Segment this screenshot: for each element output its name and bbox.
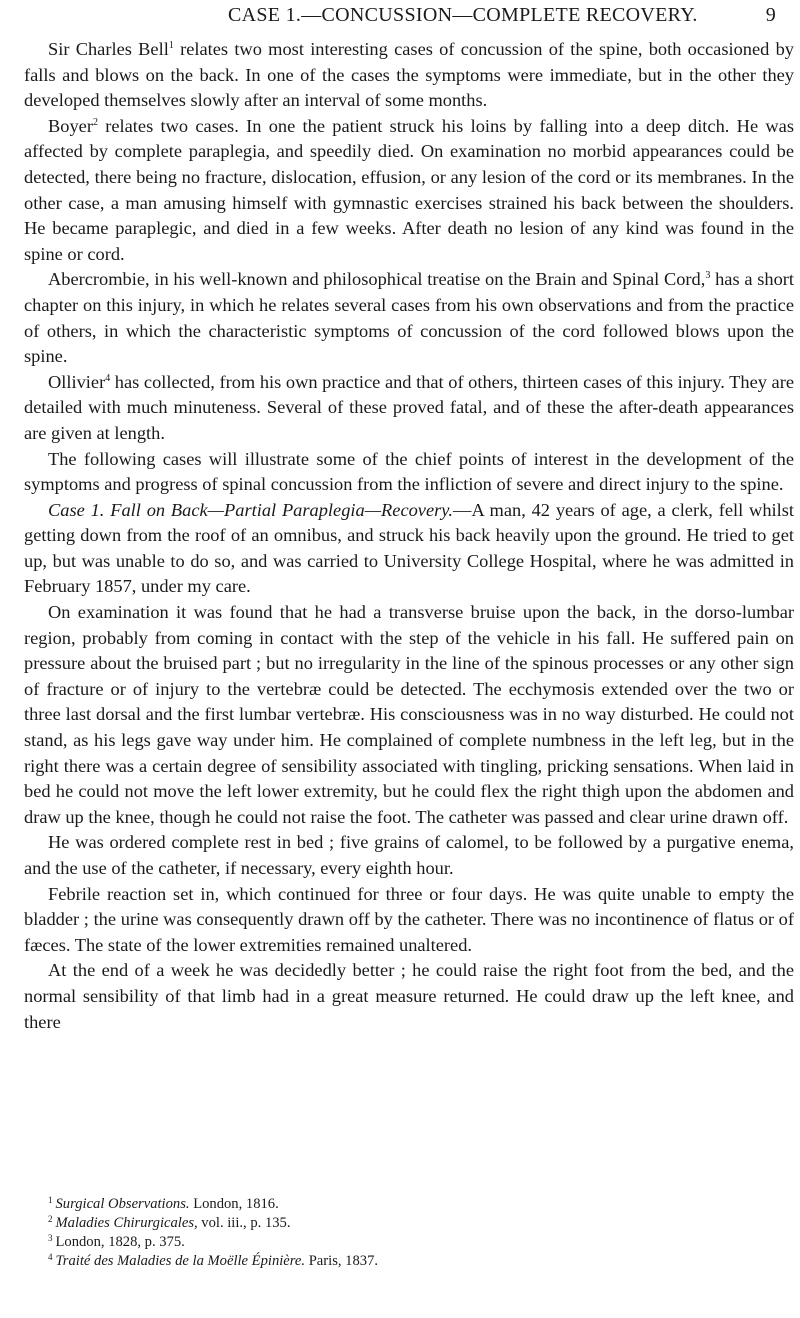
paragraph: Boyer$^2$ relates two cases. In one the patient struck his loins by falling into a deep ditch. He was affected by complete paraplegia, and speedily died. On examination no morbid appearances could be detected, there being no fracture, dislocation, effusion, or any lesion of the cord or its membranes. In the other case, a man amusing himself with gymnastic exercises strained his back between the shoulders. He became paraplegic, and died in a few weeks. After death no lesion of any kind was found in the spine or cord. [24,115,794,264]
paragraph: He was ordered complete rest in bed ; five grains of calomel, to be followed by a purgative enema, and the use of the catheter, if necessary, every eighth hour. [24,832,794,878]
paragraph: On examination it was found that he had a transverse bruise upon the back, in the dorso-lumbar region, probably from coming in contact with the step of the vehicle in his fall. He suffered pain on pressure about the bruised part ; but no irregularity in the line of the spinous processes or any other sign of fracture or of injury to the vertebræ could be detected. The ecchymosis extended over the two or three last dorsal and the first lumbar vertebræ. His consciousness was in no way disturbed. He could not stand, as his legs gave way under him. He complained of complete numbness in the left leg, but in the right there was a certain degree of sensibility associated with tingling, pricking sensations. When laid in bed he could not move the left lower extremity, but he could flex the right thigh upon the abdomen and draw up the knee, though he could not raise the foot. The catheter was passed and clear urine drawn off. [24,602,794,827]
footnote: $^3$ London, 1828, p. 375. [48,1233,185,1250]
case-heading: Case 1. Fall on Back—Partial Paraplegia—Recovery. [48,499,454,520]
footnote-ref: 1 [168,40,174,51]
paragraph: The following cases will illustrate some of the chief points of interest in the development of the symptoms and progress of spinal concussion from the infliction of severe and direct injury to the spine. [24,448,794,495]
footnote: $^4$ Traité des Maladies de la Moëlle Épinière. Paris, 1837. [48,1252,379,1269]
paragraph: Ollivier$^4$ has collected, from his own practice and that of others, thirteen cases of this injury. They are detailed with much minuteness. Several of these proved fatal, and of these the after-death appearances are given at length. [24,371,795,443]
main-text [24,37,794,1035]
page-number: 9 [765,4,776,26]
paragraph: At the end of a week he was decidedly better ; he could raise the right foot from the bed, and the normal sensibility of that limb had in a great measure returned. He could draw up the left knee, and there [24,960,794,1032]
paragraph: Sir Charles Bell$^1$ relates two most interesting cases of concussion of the spine, both occasioned by falls and blows on the back. In one of the cases the symptoms were immediate, but in the other they developed themselves slowly after an interval of some months. [24,39,795,111]
footnote-ref: 4 [105,372,111,384]
footnote: $^2$ Maladies Chirurgicales, vol. iii., p. 135. [48,1214,291,1231]
running-header [92,4,776,34]
running-title: CASE 1.—CONCUSSION—COMPLETE RECOVERY. [228,4,698,26]
footnote-ref: 3 [705,270,711,282]
footnote: $^1$ Surgical Observations. London, 1816. [48,1195,279,1212]
footnotes [24,1195,794,1271]
case-paragraph: Case 1. Fall on Back—Partial Paraplegia—Recovery.—A man, 42 years of age, a clerk, fell whilst getting down from the roof of an omnibus, and struck his back heavily upon the ground. He tried to get up, but was unable to do so, and was carried to University College Hospital, where he was admitted in February 1857, under my care. [24,499,794,597]
paragraph: Abercrombie, in his well-known and philosophical treatise on the Brain and Spinal Cord,$^3$ has a short chapter on this injury, in which he relates several cases from his own observations and from the practice of others, in which the characteristic symptoms of concussion of the cord followed blows upon the spine. [24,269,794,367]
paragraph: Febrile reaction set in, which continued for three or four days. He was quite unable to empty the bladder ; the urine was consequently drawn off by the catheter. There was no incontinence of flatus or of fæces. The state of the lower extremities remained unaltered. [24,883,794,955]
footnote-ref: 2 [92,116,98,128]
